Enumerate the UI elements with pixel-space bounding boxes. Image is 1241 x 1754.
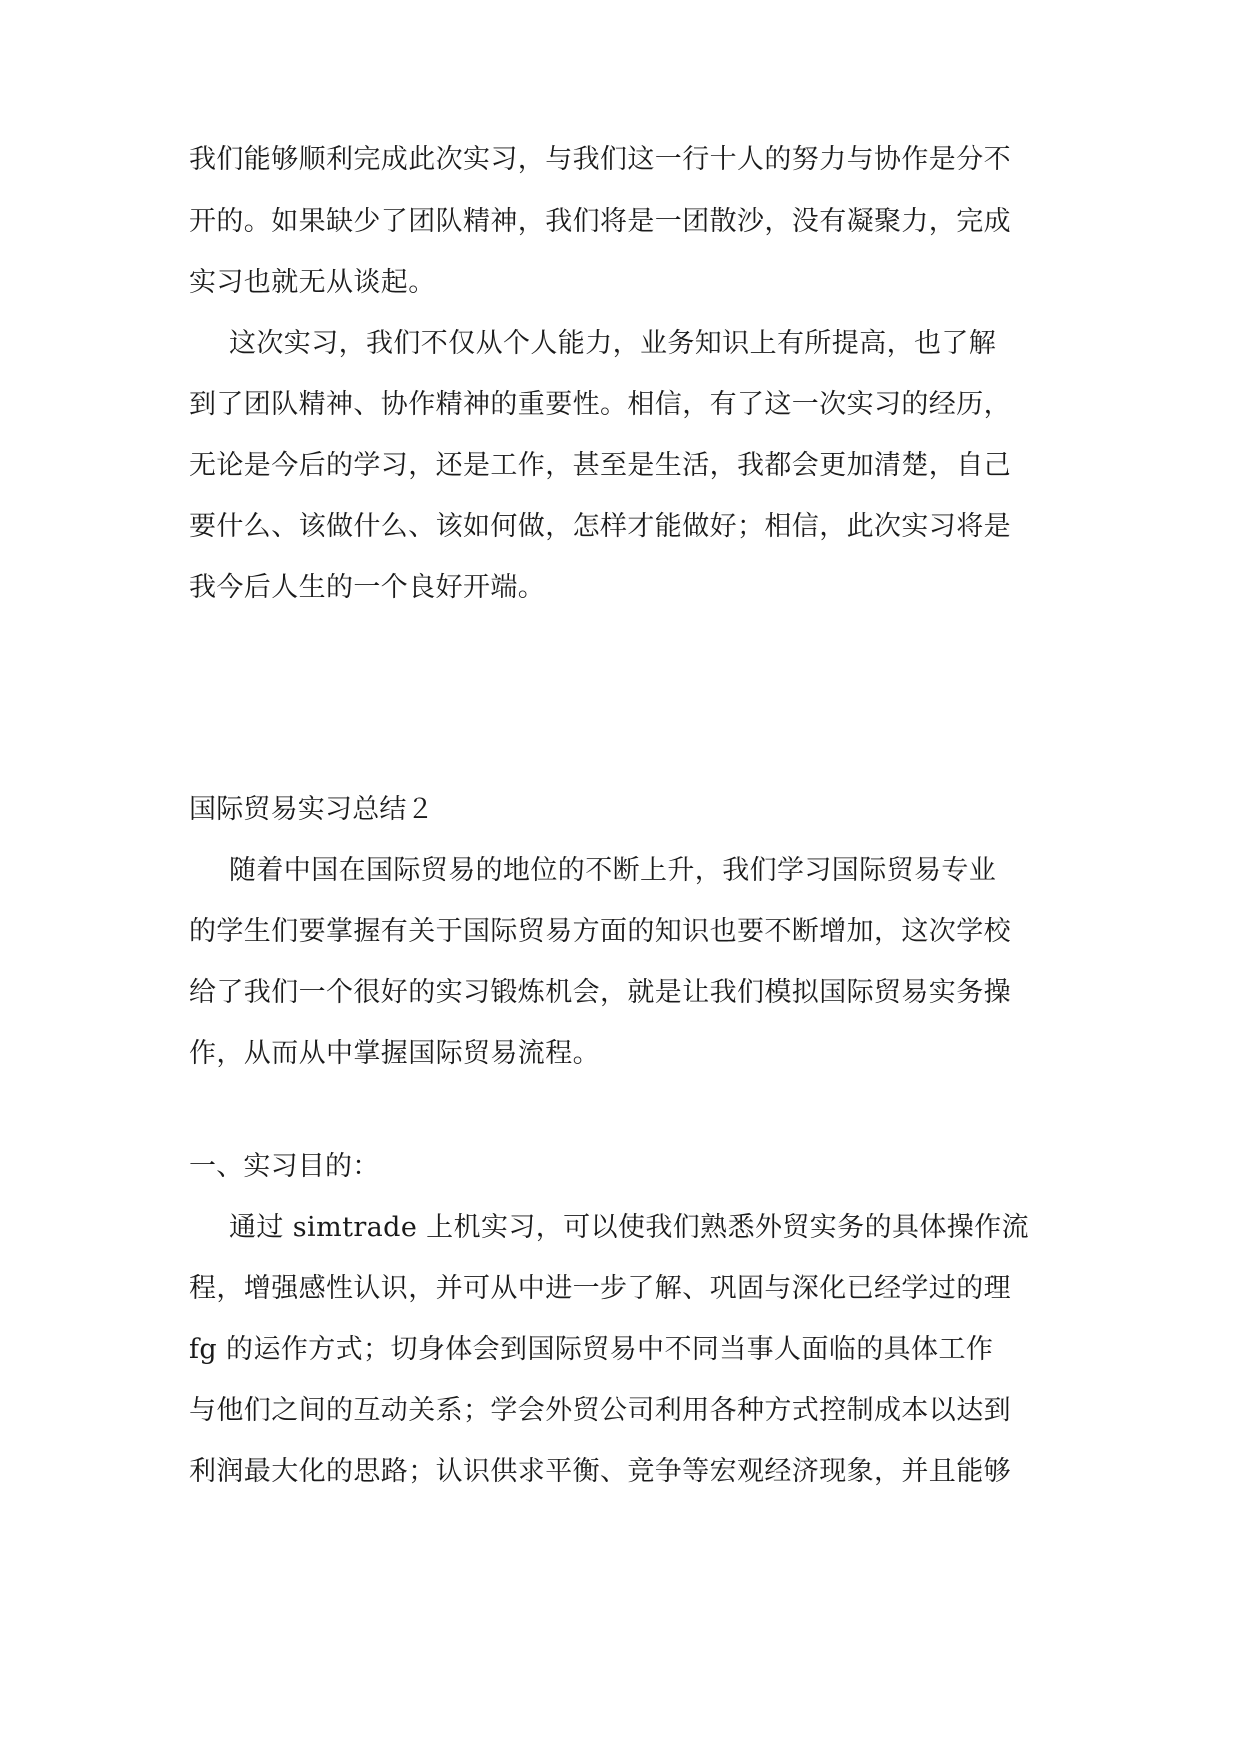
paragraph-line: 到了团队精神、协作精神的重要性。相信，有了这一次实习的经历， [189, 389, 1011, 420]
paragraph-line: 这次实习，我们不仅从个人能力，业务知识上有所提高，也了解 [229, 328, 997, 359]
paragraph-line: 的学生们要掌握有关于国际贸易方面的知识也要不断增加，这次学校 [189, 916, 1011, 947]
paragraph-line: 要什么、该做什么、该如何做，怎样才能做好；相信，此次实习将是 [189, 511, 1011, 542]
paragraph-line: 与他们之间的互动关系；学会外贸公司利用各种方式控制成本以达到 [189, 1395, 1011, 1426]
paragraph-line: 我们能够顺利完成此次实习，与我们这一行十人的努力与协作是分不 [189, 144, 1011, 175]
paragraph-line: 程，增强感性认识，并可从中进一步了解、巩固与深化已经学过的理 [189, 1273, 1011, 1304]
paragraph-line: 随着中国在国际贸易的地位的不断上升，我们学习国际贸易专业 [229, 855, 997, 886]
paragraph-line: fg 的运作方式；切身体会到国际贸易中不同当事人面临的具体工作 [189, 1334, 994, 1365]
paragraph-line: 作，从而从中掌握国际贸易流程。 [189, 1038, 600, 1069]
paragraph-line: 实习也就无从谈起。 [189, 267, 436, 298]
paragraph-line: 利润最大化的思路；认识供求平衡、竞争等宏观经济现象，并且能够 [189, 1456, 1011, 1487]
paragraph-line: 无论是今后的学习，还是工作，甚至是生活，我都会更加清楚，自己 [189, 450, 1011, 481]
paragraph-line: 我今后人生的一个良好开端。 [189, 572, 546, 603]
paragraph-line: 开的。如果缺少了团队精神，我们将是一团散沙，没有凝聚力，完成 [189, 206, 1011, 237]
section-title: 国际贸易实习总结２ [189, 794, 434, 825]
paragraph-line: 给了我们一个很好的实习锻炼机会，就是让我们模拟国际贸易实务操 [189, 977, 1011, 1008]
paragraph-line: 通过 simtrade 上机实习，可以使我们熟悉外贸实务的具体操作流 [229, 1212, 1029, 1243]
subheading: 一、实习目的： [189, 1151, 380, 1182]
